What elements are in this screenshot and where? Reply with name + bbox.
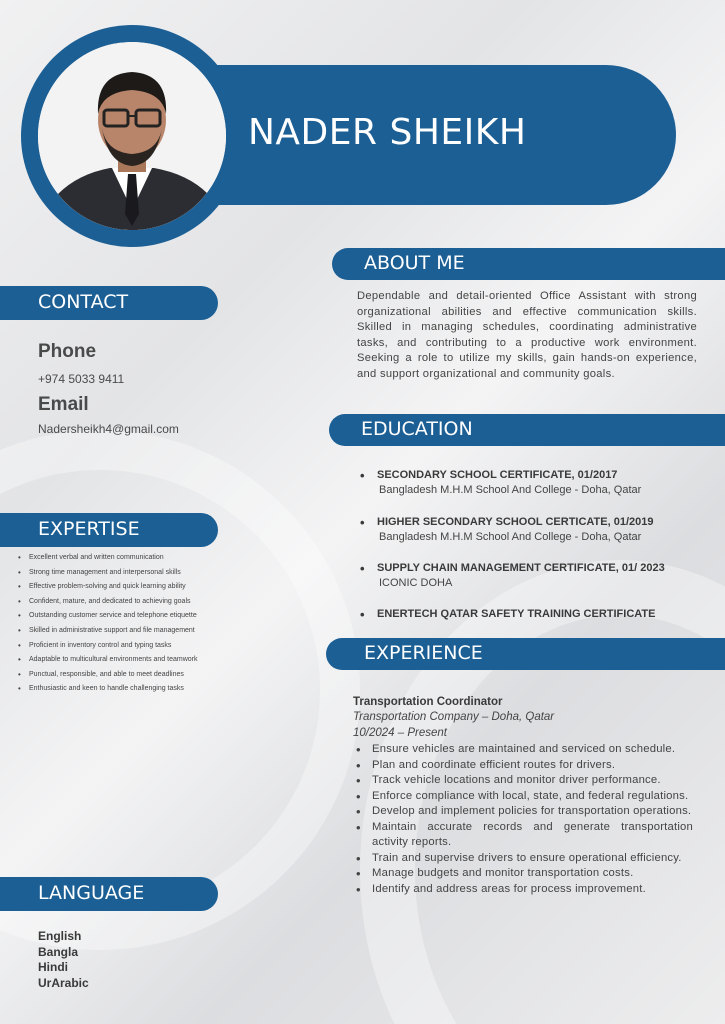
- company-location: Transportation Company – Doha, Qatar: [353, 711, 555, 723]
- expertise-section-header: [0, 513, 218, 547]
- contact-section-header: [0, 286, 218, 320]
- education-item: [360, 469, 700, 496]
- expertise-item: • Outstanding customer service and telephone etiquette: [18, 609, 208, 624]
- expertise-item: • Proficient in inventory control and typing tasks: [18, 639, 208, 654]
- email-label: Email: [38, 394, 89, 415]
- about-text: Dependable and detail-oriented Office Assistant with strong organizational abilities and effective communication skills. Skilled in managing schedules, coordinating administrative tasks, and contributing to a productive work environment. Seeking a role to utilize my skills, gain hands-on experience, and support organizational and community goals.: [357, 290, 697, 380]
- language-section-header: [0, 877, 218, 911]
- duty-item: • Develop and implement policies for transportation operations.: [353, 804, 693, 820]
- phone-label: Phone: [38, 341, 97, 362]
- expertise-heading: EXPERTISE: [38, 518, 140, 540]
- expertise-item: • Confident, mature, and dedicated to achieving goals: [18, 595, 208, 610]
- education-institution: Bangladesh M.H.M School And College - Doha, Qatar: [379, 531, 642, 543]
- experience-section-header: [326, 638, 725, 670]
- expertise-item: • Effective problem-solving and quick learning ability: [18, 580, 208, 595]
- duty-item: • Enforce compliance with local, state, and federal regulations.: [353, 789, 693, 805]
- education-institution: ICONIC DOHA: [379, 577, 453, 589]
- language-list: [38, 929, 89, 991]
- language-heading: LANGUAGE: [38, 882, 145, 904]
- duty-item: • Maintain accurate records and generate transportation activity reports.: [353, 820, 693, 851]
- job-title: Transportation Coordinator: [353, 696, 503, 708]
- expertise-item: • Enthusiastic and keen to handle challenging tasks: [18, 682, 208, 697]
- education-title: • SECONDARY SCHOOL CERTIFICATE, 01/2017: [360, 469, 700, 481]
- language-item: Hindi: [38, 960, 68, 974]
- phone-value: +974 5033 9411: [38, 372, 125, 386]
- education-institution: Bangladesh M.H.M School And College - Doha, Qatar: [379, 484, 642, 496]
- language-item: English: [38, 929, 82, 943]
- duty-item: • Ensure vehicles are maintained and serviced on schedule.: [353, 742, 693, 758]
- education-title: • HIGHER SECONDARY SCHOOL CERTICATE, 01/2019: [360, 516, 700, 528]
- expertise-item: • Adaptable to multicultural environments and teamwork: [18, 653, 208, 668]
- email-value[interactable]: Nadersheikh4@gmail.com: [38, 422, 179, 436]
- language-item: UrArabic: [38, 975, 89, 990]
- education-item: [360, 608, 700, 620]
- expertise-item: • Skilled in administrative support and file management: [18, 624, 208, 639]
- duty-item: • Manage budgets and monitor transportation costs.: [353, 866, 693, 882]
- candidate-name: NADER SHEIKH: [248, 112, 527, 153]
- education-heading: EDUCATION: [361, 418, 473, 440]
- education-title: • ENERTECH QATAR SAFETY TRAINING CERTIFICATE: [360, 608, 700, 620]
- duty-item: • Identify and address areas for process improvement.: [353, 882, 693, 898]
- expertise-item: • Punctual, responsible, and able to meet deadlines: [18, 668, 208, 683]
- duties-list: [353, 742, 693, 897]
- duty-item: • Plan and coordinate efficient routes for drivers.: [353, 758, 693, 774]
- experience-entry: [353, 694, 693, 897]
- education-title: • SUPPLY CHAIN MANAGEMENT CERTIFICATE, 01/ 2023: [360, 562, 700, 574]
- education-section-header: [329, 414, 725, 446]
- experience-heading: EXPERIENCE: [364, 642, 483, 664]
- about-section-header: [332, 248, 725, 280]
- education-item: [360, 562, 700, 589]
- duty-item: • Track vehicle locations and monitor driver performance.: [353, 773, 693, 789]
- job-dates: 10/2024 – Present: [353, 726, 447, 739]
- language-item: Bangla: [38, 944, 79, 959]
- expertise-list: [18, 551, 208, 697]
- duty-item: • Train and supervise drivers to ensure operational efficiency.: [353, 851, 693, 867]
- contact-heading: CONTACT: [38, 291, 129, 313]
- expertise-item: • Excellent verbal and written communication: [18, 551, 208, 566]
- profile-photo: [38, 42, 226, 230]
- about-heading: ABOUT ME: [364, 252, 465, 274]
- expertise-item: • Strong time management and interpersonal skills: [18, 566, 208, 581]
- education-item: [360, 516, 700, 543]
